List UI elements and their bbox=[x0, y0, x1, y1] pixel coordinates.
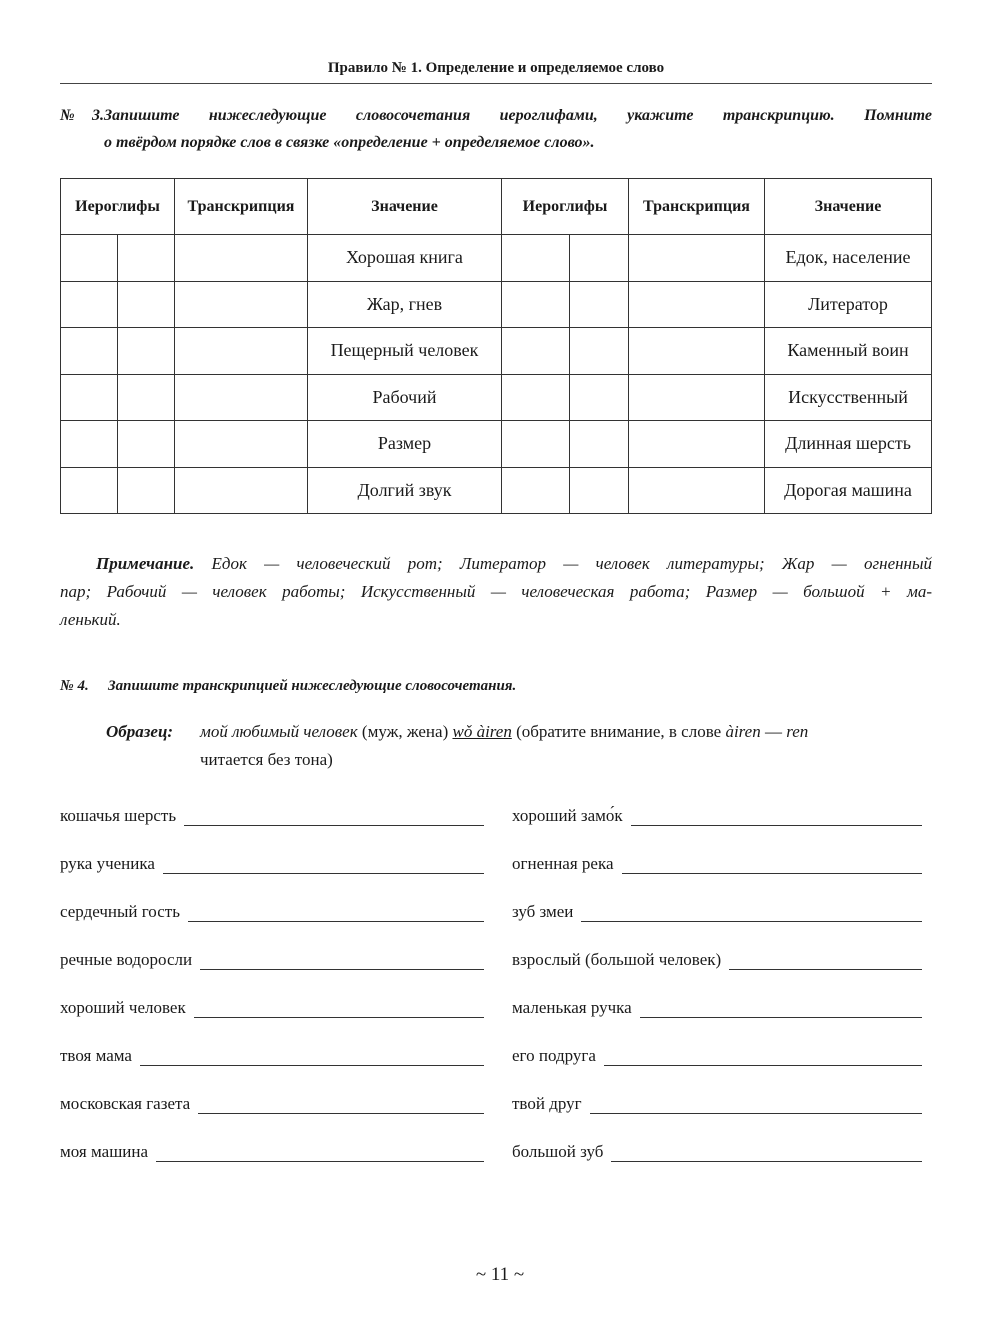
transcription-cell[interactable] bbox=[629, 235, 765, 282]
fill-row-label: рука ученика bbox=[60, 854, 155, 873]
transcription-cell[interactable] bbox=[175, 328, 308, 375]
hieroglyph-cell[interactable] bbox=[118, 374, 175, 421]
answer-blank[interactable] bbox=[200, 951, 484, 970]
sample-gloss: (муж, жена) bbox=[361, 722, 449, 741]
sample-comment-a: (обратите внимание, в слове bbox=[516, 722, 722, 741]
sample-comment-b: читается без тона) bbox=[200, 750, 333, 769]
meaning-cell-left: Хорошая книга bbox=[308, 235, 502, 282]
hieroglyph-cell[interactable] bbox=[61, 328, 118, 375]
fill-row-label: большой зуб bbox=[512, 1142, 604, 1161]
fill-row-label: речные водоросли bbox=[60, 950, 193, 969]
fill-row-left bbox=[60, 1040, 484, 1066]
fill-row-label: взрослый (большой человек) bbox=[512, 950, 722, 969]
fill-row-label: московская газета bbox=[60, 1094, 191, 1113]
sample-dash: — bbox=[764, 722, 782, 741]
hieroglyph-cell[interactable] bbox=[502, 467, 570, 514]
hieroglyph-cell[interactable] bbox=[118, 281, 175, 328]
fill-row-right bbox=[512, 992, 922, 1018]
sample-label: Образец: bbox=[106, 722, 174, 741]
table-header-row bbox=[61, 179, 932, 235]
hieroglyph-cell[interactable] bbox=[61, 281, 118, 328]
hieroglyph-cell[interactable] bbox=[502, 328, 570, 375]
transcription-cell[interactable] bbox=[175, 374, 308, 421]
transcription-cell[interactable] bbox=[175, 467, 308, 514]
fill-row-label: его подруга bbox=[512, 1046, 596, 1065]
page-number: ~ 11 ~ bbox=[475, 1264, 525, 1285]
fill-row-right bbox=[512, 848, 922, 874]
exercise-table bbox=[60, 178, 932, 514]
answer-blank[interactable] bbox=[156, 1143, 484, 1162]
task4-number: № 4. bbox=[60, 678, 89, 694]
fill-row-label: сердечный гость bbox=[60, 902, 180, 921]
answer-blank[interactable] bbox=[729, 951, 922, 970]
task3-instruction bbox=[60, 102, 932, 156]
table-row bbox=[61, 421, 932, 468]
answer-blank[interactable] bbox=[140, 1047, 484, 1066]
note bbox=[60, 550, 932, 634]
fill-row-label: кошачья шерсть bbox=[60, 806, 177, 825]
task3-line2: о твёрдом порядке слов в связке «определение + определяемое слово». bbox=[104, 134, 595, 151]
answer-blank[interactable] bbox=[198, 1095, 484, 1114]
answer-blank[interactable] bbox=[640, 999, 922, 1018]
meaning-cell-right: Искусственный bbox=[765, 374, 932, 421]
hieroglyph-cell[interactable] bbox=[61, 374, 118, 421]
fill-row-label: маленькая ручка bbox=[512, 998, 632, 1017]
sample-word: àiren bbox=[725, 722, 761, 741]
hieroglyph-cell[interactable] bbox=[118, 328, 175, 375]
fill-row-left bbox=[60, 944, 484, 970]
meaning-cell-right: Дорогая машина bbox=[765, 467, 932, 514]
fill-row-label: зуб змеи bbox=[512, 902, 574, 921]
hieroglyph-cell[interactable] bbox=[570, 467, 629, 514]
fill-row-label: хороший человек bbox=[60, 998, 186, 1017]
task3-line1: № 3.Запишите нижеследующие словосочетания иероглифами, укажите транскрипцию. Помните bbox=[60, 102, 932, 129]
fill-row-label: твой друг bbox=[512, 1094, 582, 1113]
table-row bbox=[61, 281, 932, 328]
fill-row-left bbox=[60, 1136, 484, 1162]
fill-row-label: моя машина bbox=[60, 1142, 149, 1161]
meaning-cell-right: Едок, население bbox=[765, 235, 932, 282]
transcription-cell[interactable] bbox=[629, 467, 765, 514]
hieroglyph-cell[interactable] bbox=[502, 374, 570, 421]
transcription-cell[interactable] bbox=[629, 328, 765, 375]
hieroglyph-cell[interactable] bbox=[61, 421, 118, 468]
hieroglyph-cell[interactable] bbox=[570, 421, 629, 468]
hieroglyph-cell[interactable] bbox=[502, 281, 570, 328]
hieroglyph-cell[interactable] bbox=[570, 328, 629, 375]
note-line3: ленький. bbox=[60, 610, 121, 629]
meaning-cell-left: Долгий звук bbox=[308, 467, 502, 514]
table-row bbox=[61, 374, 932, 421]
meaning-cell-left: Пещерный человек bbox=[308, 328, 502, 375]
hieroglyph-cell[interactable] bbox=[570, 374, 629, 421]
answer-blank[interactable] bbox=[590, 1095, 922, 1114]
task3-number: № 3. bbox=[60, 107, 104, 124]
hieroglyph-cell[interactable] bbox=[61, 235, 118, 282]
answer-blank[interactable] bbox=[604, 1047, 922, 1066]
fill-row-right bbox=[512, 944, 922, 970]
transcription-cell[interactable] bbox=[629, 421, 765, 468]
answer-blank[interactable] bbox=[631, 807, 922, 826]
hieroglyph-cell[interactable] bbox=[118, 421, 175, 468]
header-meaning-left: Значение bbox=[308, 179, 502, 235]
hieroglyph-cell[interactable] bbox=[502, 235, 570, 282]
transcription-cell[interactable] bbox=[175, 235, 308, 282]
fill-row-label: огненная река bbox=[512, 854, 614, 873]
sample-answer: wǒ àiren bbox=[452, 722, 512, 741]
fill-row-left bbox=[60, 896, 484, 922]
transcription-cell[interactable] bbox=[175, 281, 308, 328]
answer-blank[interactable] bbox=[622, 855, 922, 874]
fill-row-left bbox=[60, 992, 484, 1018]
answer-blank[interactable] bbox=[188, 903, 484, 922]
meaning-cell-right: Длинная шерсть bbox=[765, 421, 932, 468]
fill-row-left bbox=[60, 1088, 484, 1114]
hieroglyph-cell[interactable] bbox=[502, 421, 570, 468]
fill-row-right bbox=[512, 1136, 922, 1162]
sample-phrase: мой любимый человек bbox=[200, 722, 358, 741]
table-row bbox=[61, 467, 932, 514]
sample-ren: ren bbox=[786, 722, 809, 741]
meaning-cell-left: Рабочий bbox=[308, 374, 502, 421]
fill-row-label: хороший замо́к bbox=[512, 806, 623, 825]
transcription-cell[interactable] bbox=[629, 281, 765, 328]
answer-blank[interactable] bbox=[611, 1143, 922, 1162]
fill-row-left bbox=[60, 848, 484, 874]
fill-row-right bbox=[512, 1088, 922, 1114]
meaning-cell-left: Жар, гнев bbox=[308, 281, 502, 328]
answer-blank[interactable] bbox=[581, 903, 922, 922]
answer-blank[interactable] bbox=[194, 999, 484, 1018]
note-line2: пар; Рабочий — человек работы; Искусственный — человеческая работа; Размер — большой + ма- bbox=[60, 582, 932, 601]
meaning-cell-right: Каменный воин bbox=[765, 328, 932, 375]
running-head: Правило № 1. Определение и определяемое слово bbox=[60, 60, 932, 84]
header-transcription-left: Транскрипция bbox=[175, 179, 308, 235]
answer-blank[interactable] bbox=[163, 855, 484, 874]
meaning-cell-right: Литератор bbox=[765, 281, 932, 328]
table-row bbox=[61, 235, 932, 282]
hieroglyph-cell[interactable] bbox=[61, 467, 118, 514]
hieroglyph-cell[interactable] bbox=[118, 235, 175, 282]
header-hieroglyphs-left: Иероглифы bbox=[61, 179, 175, 235]
fill-row-right bbox=[512, 800, 922, 826]
header-transcription-right: Транскрипция bbox=[629, 179, 765, 235]
hieroglyph-cell[interactable] bbox=[570, 281, 629, 328]
fill-row-right bbox=[512, 896, 922, 922]
fill-row-label: твоя мама bbox=[60, 1046, 132, 1065]
hieroglyph-cell[interactable] bbox=[570, 235, 629, 282]
hieroglyph-cell[interactable] bbox=[118, 467, 175, 514]
answer-blank[interactable] bbox=[184, 807, 484, 826]
table-row bbox=[61, 328, 932, 375]
transcription-cell[interactable] bbox=[175, 421, 308, 468]
fill-row-right bbox=[512, 1040, 922, 1066]
header-meaning-right: Значение bbox=[765, 179, 932, 235]
transcription-cell[interactable] bbox=[629, 374, 765, 421]
header-hieroglyphs-right: Иероглифы bbox=[502, 179, 629, 235]
fill-row-left bbox=[60, 800, 484, 826]
sample bbox=[106, 718, 932, 774]
meaning-cell-left: Размер bbox=[308, 421, 502, 468]
task4-instruction: № 4. Запишите транскрипцией нижеследующие словосочетания. bbox=[60, 678, 517, 694]
note-line1: Примечание. Едок — человеческий рот; Литератор — человек литературы; Жар — огненный bbox=[96, 554, 932, 573]
